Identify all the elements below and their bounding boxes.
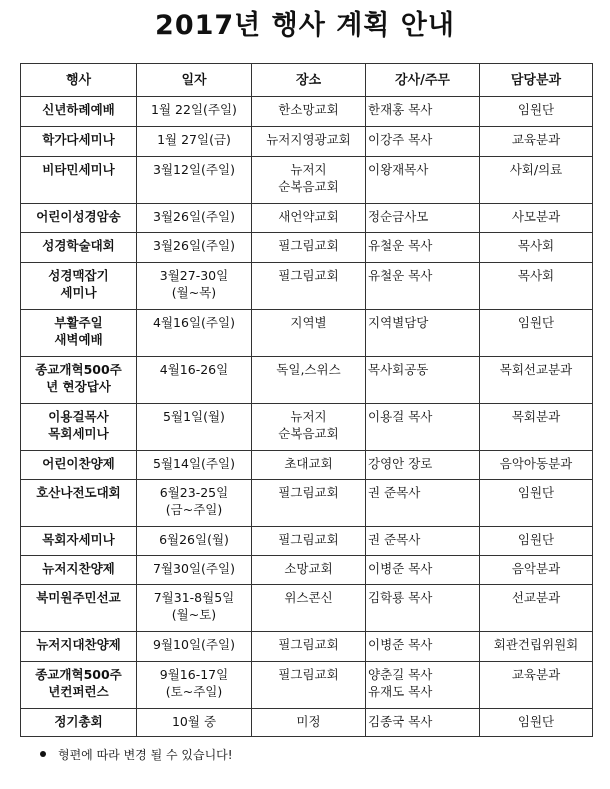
event-place: 필그림교회 [252, 480, 366, 527]
event-place: 소망교회 [252, 556, 366, 585]
header-speaker: 강사/주무 [366, 64, 480, 97]
event-dept: 임원단 [480, 527, 593, 556]
event-date: 9월10일(주일) [137, 632, 252, 662]
event-name: 목회자세미나 [21, 527, 137, 556]
event-name: 성경학술대회 [21, 233, 137, 263]
event-date: 3월27-30일 (월~목) [137, 263, 252, 310]
event-name: 학가다세미나 [21, 127, 137, 157]
event-speaker: 권 준목사 [366, 480, 480, 527]
event-name: 종교개혁500주 년 현장답사 [21, 357, 137, 404]
event-name: 정기총회 [21, 709, 137, 737]
event-speaker: 이병준 목사 [366, 556, 480, 585]
footnote [40, 747, 233, 763]
event-date: 3월26일(주일) [137, 204, 252, 233]
event-name: 비타민세미나 [21, 157, 137, 204]
table-row [21, 233, 593, 263]
event-place: 위스콘신 [252, 585, 366, 632]
event-name: 호산나전도대회 [21, 480, 137, 527]
table-row [21, 404, 593, 451]
event-date: 7월30일(주일) [137, 556, 252, 585]
table-row [21, 662, 593, 709]
page-title: 2017년 행사 계획 안내 [155, 10, 455, 41]
event-speaker: 지역별담당 [366, 310, 480, 357]
event-place: 미정 [252, 709, 366, 737]
event-place: 지역별 [252, 310, 366, 357]
event-date: 10월 중 [137, 709, 252, 737]
event-dept: 교육분과 [480, 662, 593, 709]
event-dept: 임원단 [480, 97, 593, 127]
event-place: 한소망교회 [252, 97, 366, 127]
event-place: 필그림교회 [252, 632, 366, 662]
footnote-text: 형편에 따라 변경 될 수 있습니다! [58, 748, 233, 762]
table-row [21, 157, 593, 204]
table-row [21, 480, 593, 527]
bullet-icon [40, 751, 46, 757]
event-dept: 목회선교분과 [480, 357, 593, 404]
event-dept: 선교분과 [480, 585, 593, 632]
event-speaker: 한재홍 목사 [366, 97, 480, 127]
event-speaker: 이강주 목사 [366, 127, 480, 157]
event-name: 어린이성경암송 [21, 204, 137, 233]
table-row [21, 632, 593, 662]
event-place: 필그림교회 [252, 662, 366, 709]
event-place: 뉴저지 순복음교회 [252, 157, 366, 204]
table-row [21, 127, 593, 157]
event-place: 필그림교회 [252, 233, 366, 263]
table-row [21, 527, 593, 556]
event-name: 뉴저지대찬양제 [21, 632, 137, 662]
event-speaker: 김학룡 목사 [366, 585, 480, 632]
table-row [21, 585, 593, 632]
header-row [21, 64, 593, 97]
event-date: 9월16-17일 (토~주일) [137, 662, 252, 709]
event-speaker: 유철운 목사 [366, 263, 480, 310]
header-dept: 담당분과 [480, 64, 593, 97]
event-date: 3월12일(주일) [137, 157, 252, 204]
event-date: 6월23-25일 (금~주일) [137, 480, 252, 527]
event-dept: 교육분과 [480, 127, 593, 157]
event-date: 5월14일(주일) [137, 451, 252, 480]
event-date: 3월26일(주일) [137, 233, 252, 263]
table-row [21, 357, 593, 404]
event-dept: 임원단 [480, 709, 593, 737]
table-row [21, 263, 593, 310]
header-event: 행사 [21, 64, 137, 97]
event-dept: 회관건립위원회 [480, 632, 593, 662]
event-speaker: 김종국 목사 [366, 709, 480, 737]
event-dept: 목회분과 [480, 404, 593, 451]
event-name: 종교개혁500주 년컨퍼런스 [21, 662, 137, 709]
event-date: 7월31-8월5일 (월~토) [137, 585, 252, 632]
event-dept: 임원단 [480, 480, 593, 527]
event-date: 1월 27일(금) [137, 127, 252, 157]
event-date: 6월26일(월) [137, 527, 252, 556]
table-row [21, 709, 593, 737]
event-place: 필그림교회 [252, 263, 366, 310]
event-dept: 목사회 [480, 233, 593, 263]
event-dept: 임원단 [480, 310, 593, 357]
table-row [21, 556, 593, 585]
event-name: 어린이찬양제 [21, 451, 137, 480]
event-name: 신년하례예배 [21, 97, 137, 127]
event-name: 뉴저지찬양제 [21, 556, 137, 585]
event-date: 4월16-26일 [137, 357, 252, 404]
event-speaker: 이왕재목사 [366, 157, 480, 204]
event-speaker: 양춘길 목사 유재도 목사 [366, 662, 480, 709]
event-name: 이용걸목사 목회세미나 [21, 404, 137, 451]
event-date: 4월16일(주일) [137, 310, 252, 357]
event-speaker: 이병준 목사 [366, 632, 480, 662]
event-dept: 사모분과 [480, 204, 593, 233]
event-place: 초대교회 [252, 451, 366, 480]
event-speaker: 권 준목사 [366, 527, 480, 556]
event-dept: 목사회 [480, 263, 593, 310]
table-row [21, 97, 593, 127]
header-place: 장소 [252, 64, 366, 97]
event-place: 뉴저지영광교회 [252, 127, 366, 157]
event-place: 독일,스위스 [252, 357, 366, 404]
event-dept: 음악아동분과 [480, 451, 593, 480]
table-row [21, 204, 593, 233]
table-row [21, 451, 593, 480]
event-name: 부활주일 새벽예배 [21, 310, 137, 357]
event-name: 북미원주민선교 [21, 585, 137, 632]
event-dept: 음악분과 [480, 556, 593, 585]
table-row [21, 310, 593, 357]
event-place: 뉴저지 순복음교회 [252, 404, 366, 451]
event-speaker: 강영안 장로 [366, 451, 480, 480]
event-place: 필그림교회 [252, 527, 366, 556]
event-dept: 사회/의료 [480, 157, 593, 204]
event-speaker: 정순금사모 [366, 204, 480, 233]
event-speaker: 목사회공동 [366, 357, 480, 404]
event-speaker: 유철운 목사 [366, 233, 480, 263]
event-schedule-table [20, 63, 593, 737]
event-place: 새언약교회 [252, 204, 366, 233]
event-date: 5월1일(월) [137, 404, 252, 451]
header-date: 일자 [137, 64, 252, 97]
event-name: 성경맥잡기 세미나 [21, 263, 137, 310]
event-date: 1월 22일(주일) [137, 97, 252, 127]
event-speaker: 이용걸 목사 [366, 404, 480, 451]
